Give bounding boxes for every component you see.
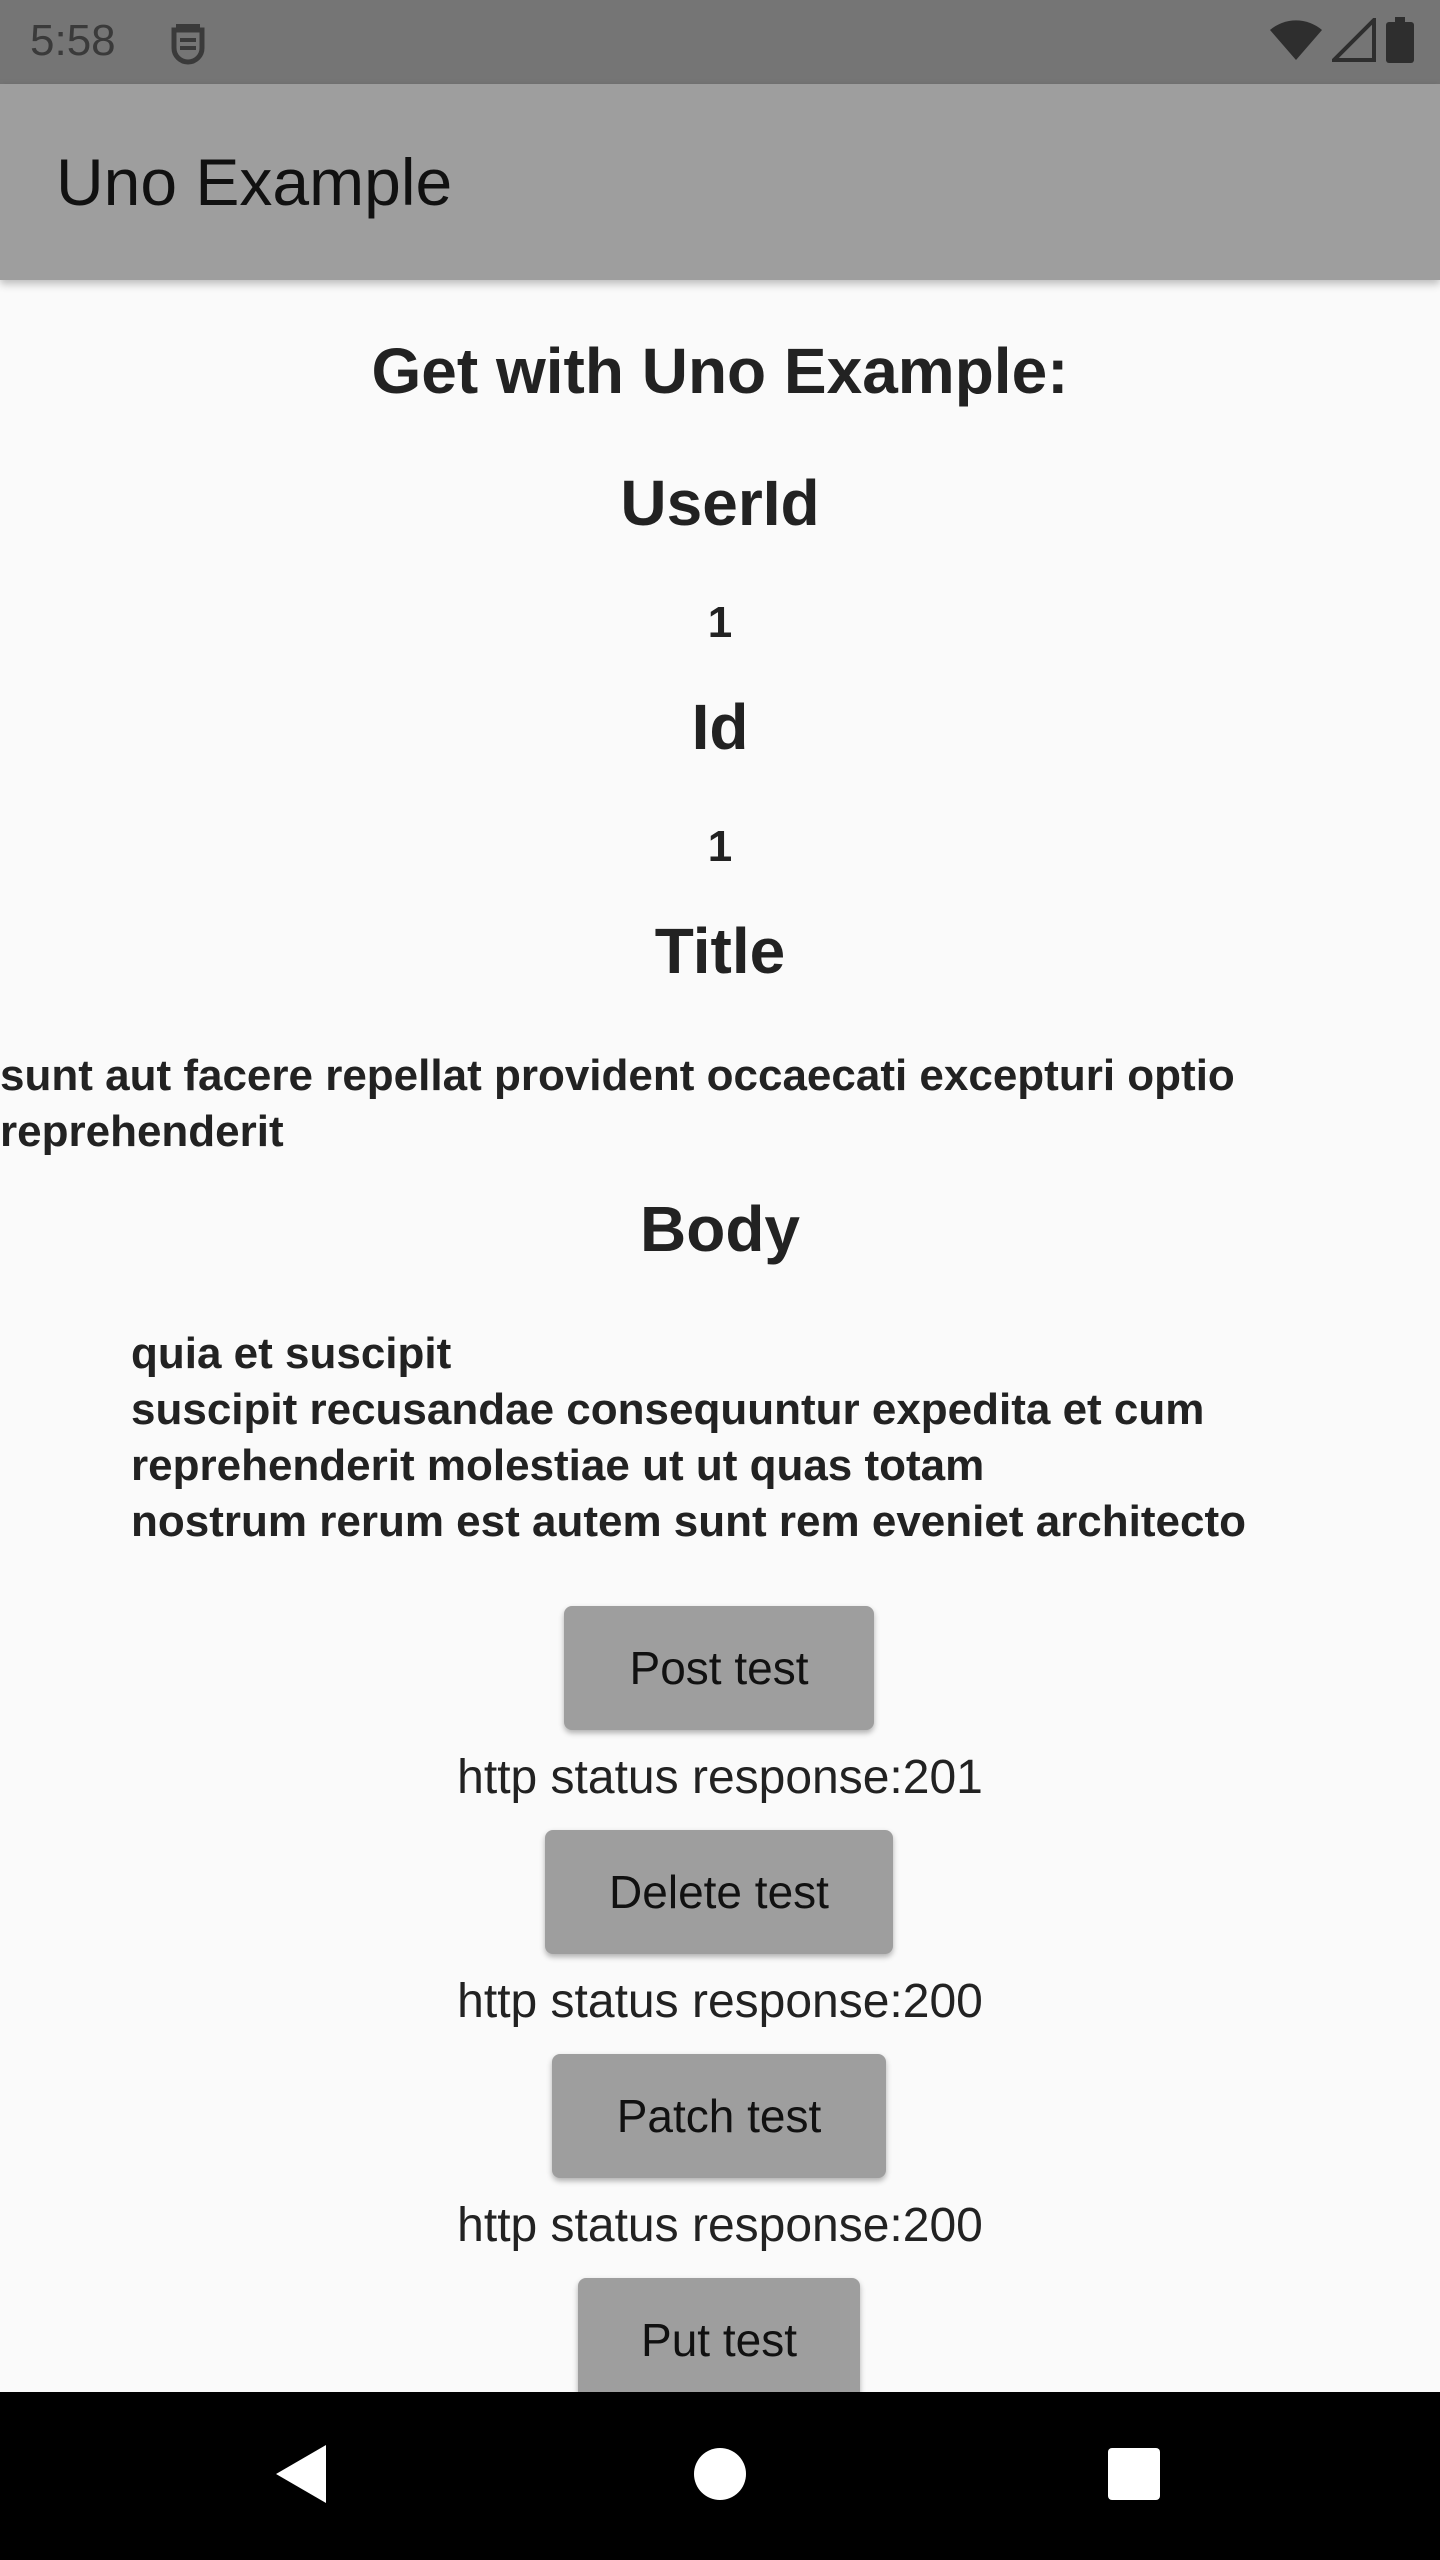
recents-button[interactable] bbox=[1084, 2392, 1184, 2560]
back-icon bbox=[272, 2443, 328, 2510]
patch-test-button[interactable]: Patch test bbox=[552, 2054, 886, 2178]
body-value-line: reprehenderit molestiae ut ut quas totam bbox=[131, 1441, 985, 1490]
title-label: Title bbox=[654, 915, 786, 987]
cell-signal-icon bbox=[1332, 18, 1376, 67]
title-value-line: reprehenderit bbox=[0, 1107, 284, 1156]
app-title: Uno Example bbox=[56, 145, 453, 219]
body-value-line: nostrum rerum est autem sunt rem eveniet architecto bbox=[131, 1497, 1246, 1546]
notification-icon bbox=[168, 18, 208, 66]
page-heading: Get with Uno Example: bbox=[371, 335, 1069, 407]
userid-label: UserId bbox=[620, 467, 820, 539]
id-label: Id bbox=[691, 691, 749, 763]
navigation-bar bbox=[0, 2392, 1440, 2560]
body-value-line: quia et suscipit bbox=[131, 1329, 452, 1378]
post-test-button[interactable]: Post test bbox=[564, 1606, 874, 1730]
title-value-line: sunt aut facere repellat provident occaecati excepturi optio bbox=[0, 1051, 1235, 1100]
patch-status-text: http status response:200 bbox=[457, 2199, 983, 2252]
userid-value: 1 bbox=[707, 598, 733, 647]
back-button[interactable] bbox=[250, 2392, 350, 2560]
body-value-line: suscipit recusandae consequuntur expedita et cum bbox=[131, 1385, 1205, 1434]
home-icon bbox=[693, 2447, 747, 2506]
id-value: 1 bbox=[707, 822, 733, 871]
delete-test-button[interactable]: Delete test bbox=[545, 1830, 893, 1954]
post-status-text: http status response:201 bbox=[457, 1751, 983, 1804]
app-bar bbox=[0, 84, 1440, 280]
recents-icon bbox=[1107, 2447, 1161, 2506]
put-test-button[interactable]: Put test bbox=[578, 2278, 860, 2392]
status-icons bbox=[1270, 18, 1414, 66]
home-button[interactable] bbox=[670, 2392, 770, 2560]
wifi-icon bbox=[1270, 18, 1322, 67]
main-content[interactable] bbox=[0, 280, 1440, 2392]
delete-status-text: http status response:200 bbox=[457, 1975, 983, 2028]
status-time: 5:58 bbox=[30, 16, 116, 65]
status-bar bbox=[0, 0, 1440, 84]
title-value bbox=[0, 1048, 1320, 1160]
battery-icon bbox=[1386, 17, 1414, 68]
body-label: Body bbox=[640, 1193, 800, 1265]
body-value bbox=[131, 1326, 1391, 1550]
